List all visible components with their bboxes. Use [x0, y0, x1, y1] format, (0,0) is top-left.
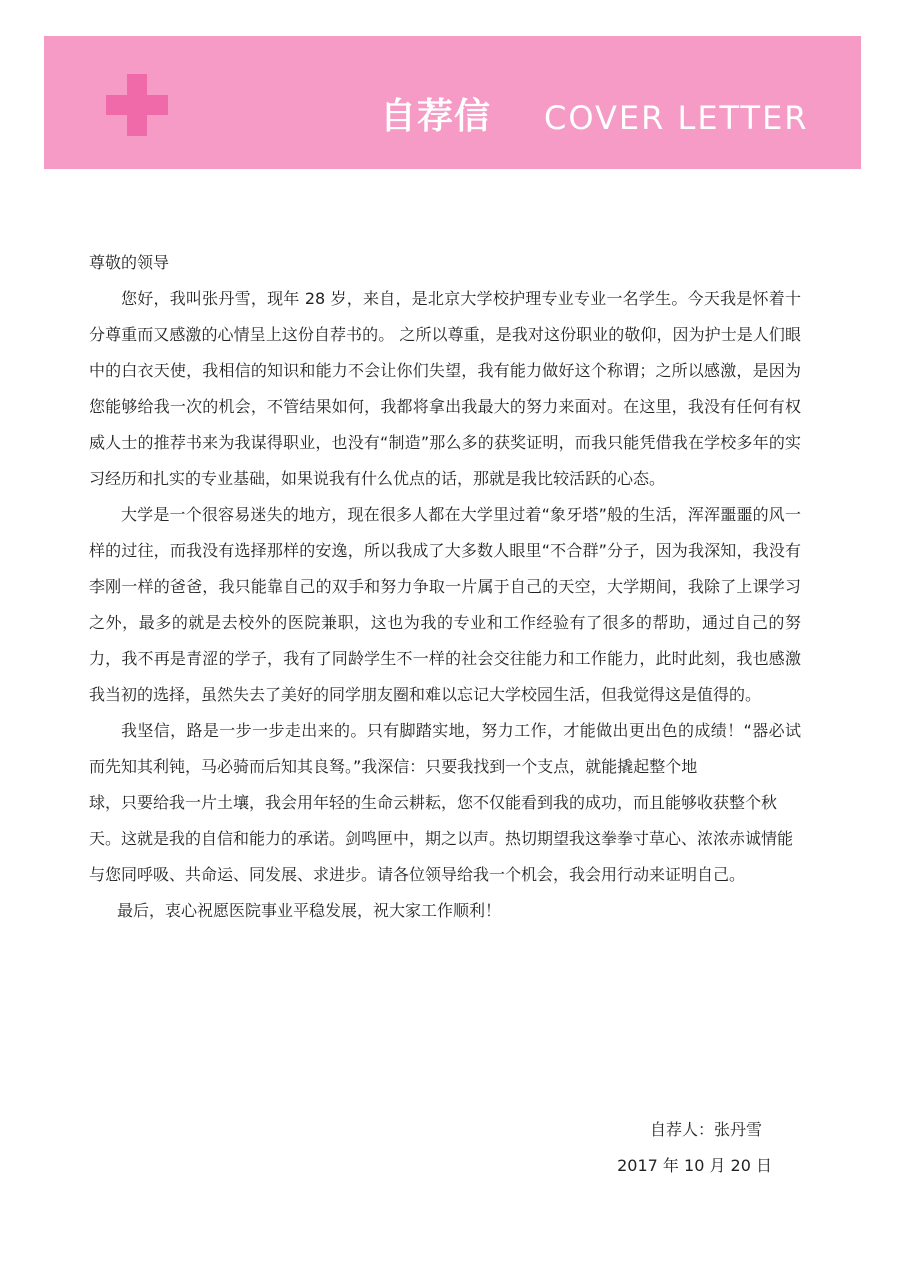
signature-name: 自荐人：张丹雪 — [649, 1120, 762, 1139]
paragraph-belief: 我坚信，路是一步一步走出来的。只有脚踏实地，努力工作，才能做出更出色的成绩！“器必试而先知其利钝，马必骑而后知其良驽。”我深信：只要我找到一个支点，就能撬起整个地 — [89, 721, 801, 776]
medical-cross-icon — [106, 74, 168, 136]
paragraph-commitment: 球，只要给我一片土壤，我会用年轻的生命云耕耘，您不仅能看到我的成功，而且能够收获整个秋天。这就是我的自信和能力的承诺。剑鸣匣中，期之以声。热切期望我这拳拳寸草心、浓浓赤诚情能与您同呼吸、共命运、同发展、求进步。请各位领导给我一个机会，我会用行动来证明自己。 — [89, 793, 794, 884]
paragraph-intro: 您好，我叫张丹雪，现年 28 岁，来自，是北京大学校护理专业专业一名学生。今天我是怀着十分尊重而又感激的心情呈上这份自荐书的。 之所以尊重，是我对这份职业的敬仰，因为护士是人们眼中的白衣天使，我相信的知识和能力不会让你们失望，我有能力做好这个称谓；之所以感激，是因为您能够给我一次的机会，不管结果如何，我都将拿出我最大的努力来面对。在这里，我没有任何有权威人士的推荐书来为我谋得职业，也没有“制造”那么多的获奖证明，而我只能凭借我在学校多年的实习经历和扎实的专业基础，如果说我有什么优点的话，那就是我比较活跃的心态。 — [89, 289, 801, 488]
closing-wishes: 最后，衷心祝愿医院事业平稳发展，祝大家工作顺利！ — [117, 901, 502, 920]
letter-body — [89, 245, 801, 929]
page-title-english: COVER LETTER — [544, 99, 809, 137]
page-title: 自荐信 — [380, 96, 492, 137]
cross-horizontal-bar — [106, 95, 168, 115]
salutation: 尊敬的领导 — [89, 253, 170, 272]
signature-block — [560, 1112, 772, 1184]
paragraph-university: 大学是一个很容易迷失的地方，现在很多人都在大学里过着“象牙塔”般的生活，浑浑噩噩的风一样的过往，而我没有选择那样的安逸，所以我成了大多数人眼里“不合群”分子，因为我深知，我没有李刚一样的爸爸，我只能靠自己的双手和努力争取一片属于自己的天空，大学期间，我除了上课学习之外，最多的就是去校外的医院兼职，这也为我的专业和工作经验有了很多的帮助，通过自己的努力，我不再是青涩的学子，我有了同龄学生不一样的社会交往能力和工作能力，此时此刻，我也感激我当初的选择，虽然失去了美好的同学朋友圈和难以忘记大学校园生活，但我觉得这是值得的。 — [89, 505, 801, 704]
signature-date: 2017 年 10 月 20 日 — [617, 1156, 772, 1175]
